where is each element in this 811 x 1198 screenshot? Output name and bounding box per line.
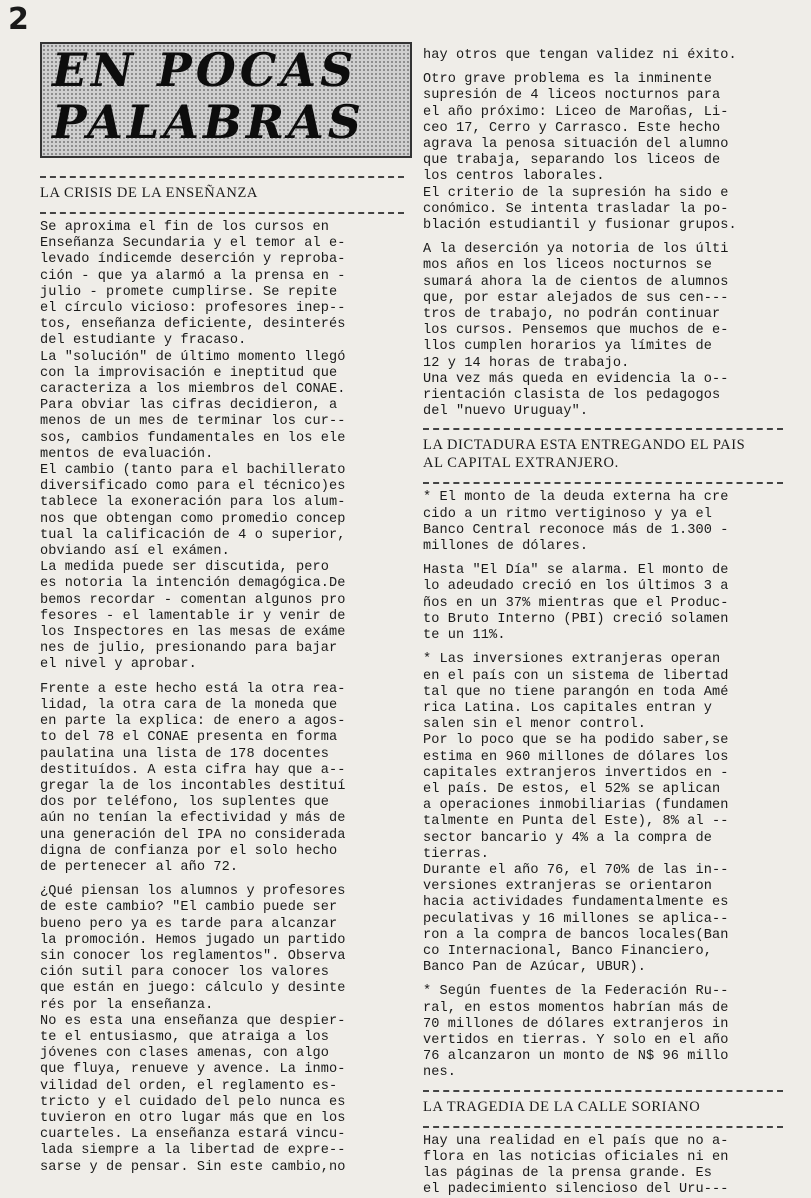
dashed-divider [423, 482, 783, 484]
section-heading-education-crisis: LA CRISIS DE LA ENSEÑANZA [40, 185, 259, 201]
section-heading-soriano-tragedy: LA TRAGEDIA DE LA CALLE SORIANO [423, 1098, 701, 1115]
article-paragraph: * Según fuentes de la Federación Ru-- ral, en estos momentos habrían más de 70 millones de dólares extranjeros in vertidos en tierras. Y solo en el año 76 alcanzaron un monto de N$ 96 millo nes. [423, 984, 729, 1081]
article-paragraph: A la deserción ya notoria de los últi mos años en los liceos nocturnos se sumará ahora la de cientos de alumnos que, por estar alejados de sus cen--- tros de trabajo, no podrán continuar los cursos. Pensemos que muchos de e- llos cumplen horarios ya límites de 12 y 14 horas de trabajo. [423, 242, 729, 371]
banner-title-line-1: EN POCAS [52, 43, 358, 97]
article-paragraph: Se aproxima el fin de los cursos en Enseñanza Secundaria y el temor al e- levado índicemde deserción y reproba- ción - que ya alarmó a la prensa en - julio - promete cumplirse. Se repite el círculo vicioso: profesores inep-- tos, enseñanza deficiente, desinterés del estudiante y fracaso. [40, 220, 346, 349]
dashed-divider [423, 428, 783, 430]
article-paragraph: hay otros que tengan validez ni éxito. [423, 48, 737, 63]
article-paragraph: No es esta una enseñanza que despier- te el entusiasmo, que atraiga a los jóvenes con clases amenas, con algo que fluya, renueve y avence. La inmo- vilidad del orden, el reglamento es- tricto y el cuidado del pelo nunca es tuvieron en otro lugar más que en los cuarteles. La enseñanza estará vincu- lada siempre a la libertad de expre-- sarse y de pensar. Sin este cambio,no [40, 1013, 346, 1175]
article-paragraph: * Las inversiones extranjeras operan en el país con un sistema de libertad tal que no tiene parangón en toda Amé rica Latina. Los capitales entran y salen sin el menor control. [423, 652, 729, 733]
article-paragraph: El cambio (tanto para el bachillerato diversificado como para el técnico)es tablece la exoneración para los alum- nos que obtengan como promedio concep tual la calificación de 4 o superior, obviando así el exámen. [40, 463, 346, 560]
article-paragraph: * El monto de la deuda externa ha cre cido a un ritmo vertiginoso y ya el Banco Central reconoce más de 1.300 - millones de dólares. [423, 490, 729, 555]
article-paragraph: La medida puede ser discutida, pero es notoria la intención demagógica.De bemos recordar - comentan algunos pro fesores - el lamentable ir y venir de los Inspectores en las mesas de exáme nes de julio, presionando para bajar el nivel y aprobar. [40, 560, 346, 673]
page-number: 2 [8, 2, 29, 37]
banner-title [52, 44, 365, 148]
banner-title-line-2: PALABRAS [52, 95, 365, 149]
article-paragraph: Otro grave problema es la inminente supresión de 4 liceos nocturnos para el año próximo: Liceo de Maroñas, Li- ceo 17, Cerro y Carrasco. Este hecho agrava la penosa situación del alumno que trabaja, separando los liceos de los centros laborales. [423, 72, 729, 185]
article-paragraph: El criterio de la supresión ha sido e conómico. Se intenta trasladar la po- blación estudiantil y fusionar grupos. [423, 185, 737, 234]
column-banner [40, 42, 412, 158]
article-paragraph: Por lo poco que se ha podido saber,se estima en 960 millones de dólares los capitales extranjeros invertidos en - el país. De estos, el 52% se aplican a operaciones inmobiliarias (fundamen talmente en Punta del Este), 8% al -- sector bancario y 4% a la compra de tierras. [423, 733, 729, 862]
dashed-divider [423, 1090, 783, 1092]
article-paragraph: Hasta "El Día" se alarma. El monto de lo adeudado creció en los últimos 3 a ños en un 37% mientras que el Produc- to Bruto Interno (PBI) creció solamen te un 11%. [423, 563, 729, 644]
left-column [40, 170, 404, 1176]
article-paragraph: Hay una realidad en el país que no a- flora en las noticias oficiales ni en las páginas de la prensa grande. Es el padecimiento silencioso del Uru--- [423, 1133, 729, 1198]
dashed-divider [423, 1126, 783, 1128]
right-column [423, 48, 783, 1198]
article-paragraph: Frente a este hecho está la otra rea- lidad, la otra cara de la moneda que en parte la explica: de enero a agos- to del 78 el CONAE presenta en forma paulatina una lista de 178 docentes destituídos. A esta cifra hay que a-- gregar la de los incontables destituí dos por teléfono, los suplentes que aún no tenían la efectividad y más de una generación del IPA no considerada digna de confianza por el solo hecho de pertenecer al año 72. [40, 681, 346, 875]
article-paragraph: ¿Qué piensan los alumnos y profesores de este cambio? "El cambio puede ser bueno pero ya es tarde para alcanzar la promoción. Hemos jugado un partido sin conocer los reglamentos". Observa ción sutil para conocer los valores que están en juego: cálculo y desinte rés por la enseñanza. [40, 884, 346, 1013]
article-paragraph: La "solución" de último momento llegó con la improvisación e ineptitud que caracteriza a los miembros del CONAE. Para obviar las cifras decidieron, a menos de un mes de terminar los cur-- sos, cambios fundamentales en los ele mentos de evaluación. [40, 349, 346, 462]
article-paragraph: Una vez más queda en evidencia la o-- rientación clasista de los pedagogos del "nuevo Uruguay". [423, 371, 729, 420]
dashed-divider [40, 212, 404, 214]
article-paragraph: Durante el año 76, el 70% de las in-- versiones extranjeras se orientaron hacia actividades fundamentalmente es peculativas y 16 millones se aplica-- ron a la compra de bancos locales(Ban co Internacional, Banco Financiero, Banco Pan de Azúcar, UBUR). [423, 862, 729, 976]
section-heading-foreign-capital: LA DICTADURA ESTA ENTREGANDO EL PAIS AL CAPITAL EXTRANJERO. [423, 437, 746, 472]
dashed-divider [40, 176, 404, 178]
